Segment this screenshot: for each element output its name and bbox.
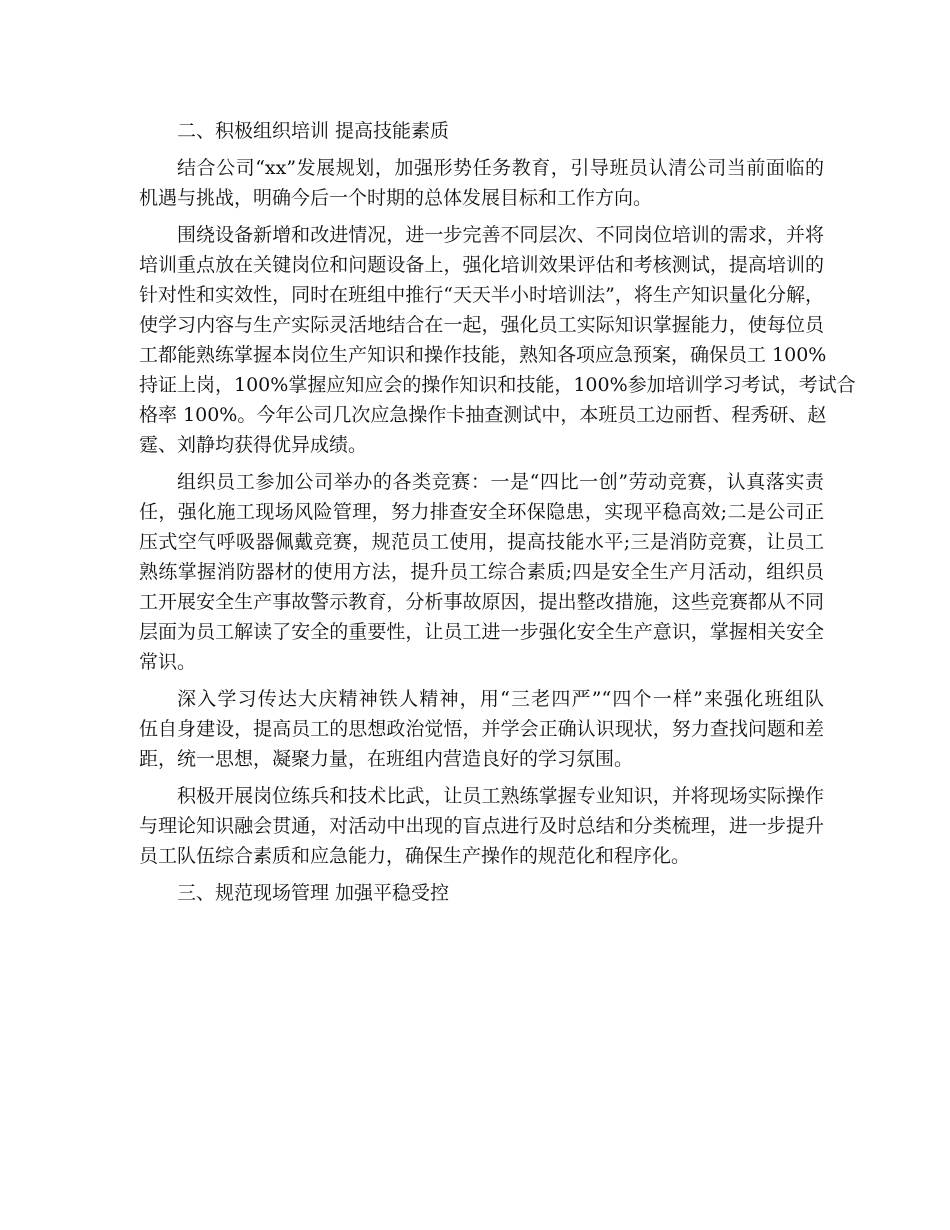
paragraph-line: 压式空气呼吸器佩戴竞赛，规范员工使用，提高技能水平;三是消防竞赛，让员工 <box>139 531 824 553</box>
paragraph-line: 熟练掌握消防器材的使用方法，提升员工综合素质;四是安全生产月活动，组织员 <box>139 561 824 583</box>
body-paragraph <box>139 220 856 460</box>
body-paragraph <box>139 684 824 774</box>
section-heading <box>139 116 824 146</box>
paragraph-line: 工开展安全生产事故警示教育，分析事故原因，提出整改措施，这些竞赛都从不同 <box>139 591 824 613</box>
heading-text: 三、规范现场管理 加强平稳受控 <box>177 882 450 904</box>
paragraph-line: 格率 100%。今年公司几次应急操作卡抽查测试中，本班员工边丽哲、程秀研、赵 <box>139 404 827 426</box>
paragraph-line: 培训重点放在关键岗位和问题设备上，强化培训效果评估和考核测试，提高培训的 <box>139 254 824 276</box>
paragraph-line: 任，强化施工现场风险管理，努力排查安全环保隐患，实现平稳高效;二是公司正 <box>139 501 824 523</box>
heading-text: 二、积极组织培训 提高技能素质 <box>177 120 450 142</box>
paragraph-line: 与理论知识融会贯通，对活动中出现的盲点进行及时总结和分类梳理，进一步提升 <box>139 815 824 837</box>
paragraph-line: 结合公司“xx”发展规划，加强形势任务教育，引导班员认清公司当前面临的 <box>177 157 824 179</box>
paragraph-line: 伍自身建设，提高员工的思想政治觉悟，并学会正确认识现状，努力查找问题和差 <box>139 718 824 740</box>
section-heading <box>139 878 824 908</box>
paragraph-line: 围绕设备新增和改进情况，进一步完善不同层次、不同岗位培训的需求，并将 <box>177 224 824 246</box>
paragraph-line: 深入学习传达大庆精神铁人精神，用“三老四严”“四个一样”来强化班组队 <box>177 688 824 710</box>
paragraph-line: 针对性和实效性，同时在班组中推行“天天半小时培训法”，将生产知识量化分解， <box>139 284 824 306</box>
body-paragraph <box>139 467 824 677</box>
body-paragraph <box>139 781 824 871</box>
paragraph-line: 常识。 <box>139 651 197 673</box>
paragraph-line: 组织员工参加公司举办的各类竞赛：一是“四比一创”劳动竞赛，认真落实责 <box>177 471 824 493</box>
document-body <box>139 116 856 915</box>
paragraph-line: 使学习内容与生产实际灵活地结合在一起，强化员工实际知识掌握能力，使每位员 <box>139 314 824 336</box>
paragraph-line: 层面为员工解读了安全的重要性，让员工进一步强化安全生产意识，掌握相关安全 <box>139 621 824 643</box>
paragraph-line: 距，统一思想，凝聚力量，在班组内营造良好的学习氛围。 <box>139 748 634 770</box>
paragraph-line: 积极开展岗位练兵和技术比武，让员工熟练掌握专业知识，并将现场实际操作 <box>177 785 824 807</box>
paragraph-line: 持证上岗，100%掌握应知应会的操作知识和技能，100%参加培训学习考试，考试合 <box>139 374 856 396</box>
paragraph-line: 霆、刘静均获得优异成绩。 <box>139 434 368 456</box>
paragraph-line: 机遇与挑战，明确今后一个时期的总体发展目标和工作方向。 <box>139 187 653 209</box>
body-paragraph <box>139 153 824 213</box>
paragraph-line: 员工队伍综合素质和应急能力，确保生产操作的规范化和程序化。 <box>139 845 691 867</box>
paragraph-line: 工都能熟练掌握本岗位生产知识和操作技能，熟知各项应急预案，确保员工 100% <box>139 344 827 366</box>
